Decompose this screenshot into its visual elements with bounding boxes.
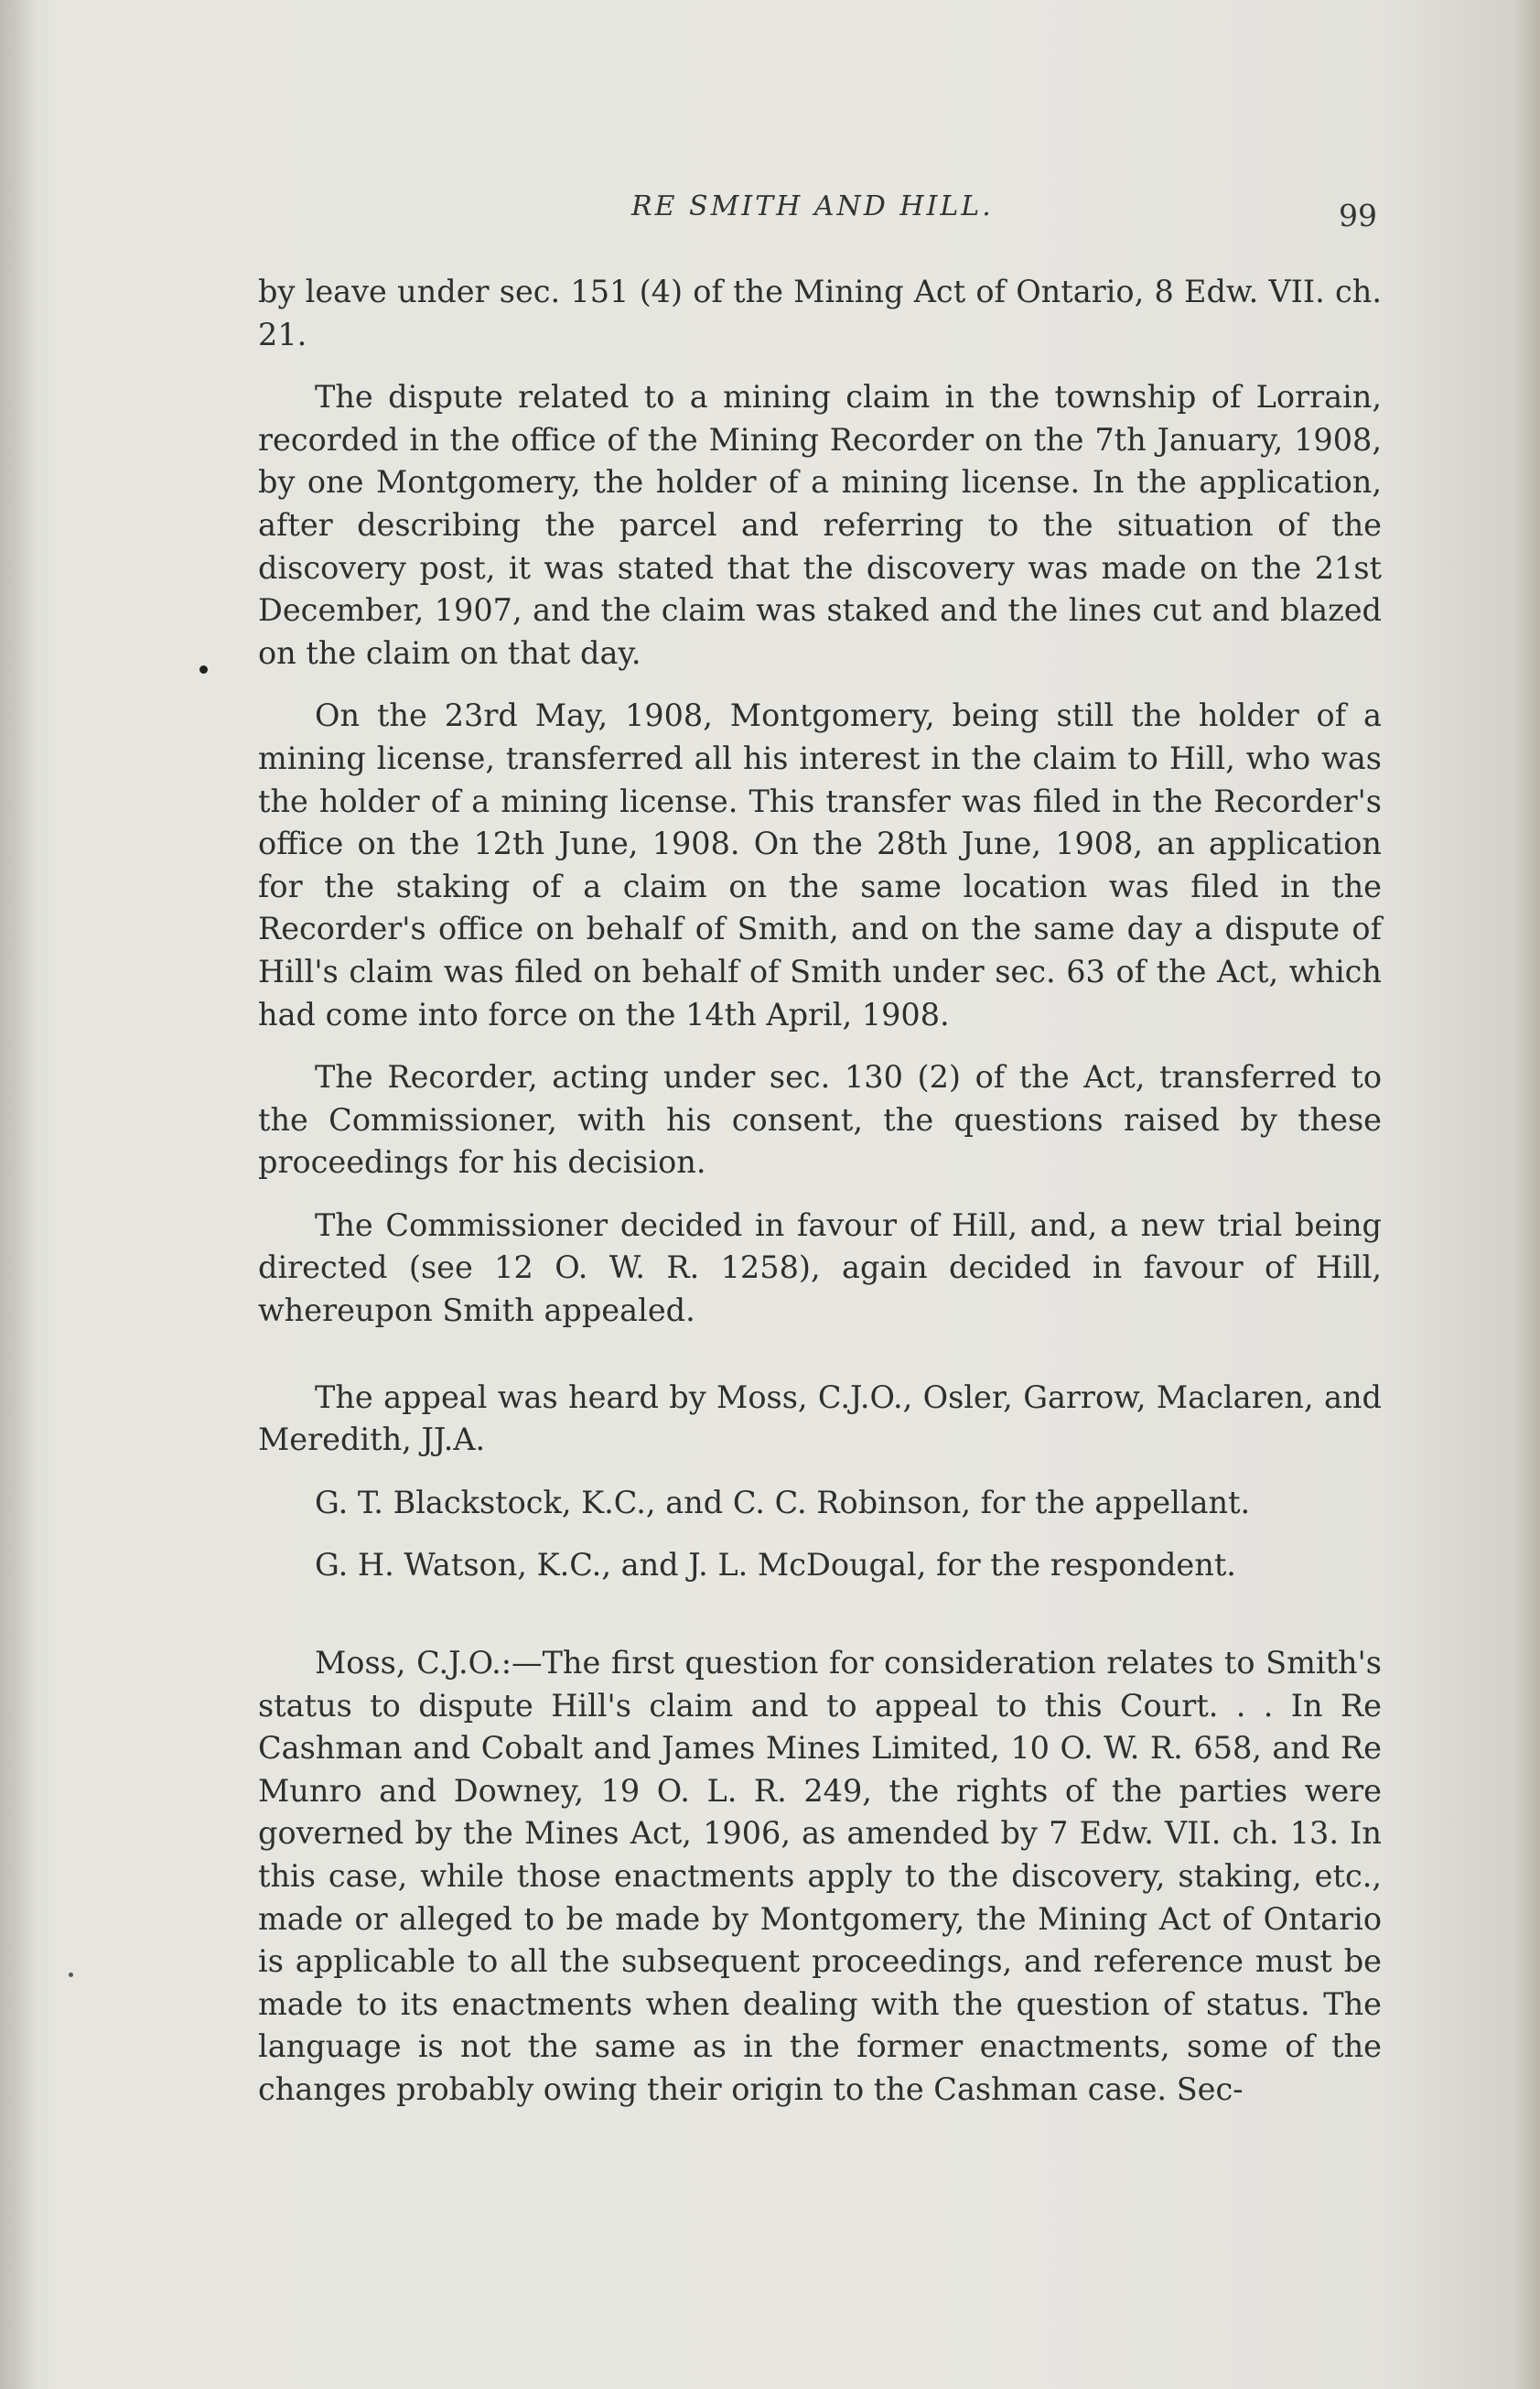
- paragraph-transfer: On the 23rd May, 1908, Montgomery, being still the holder of a mining license, transferred all his interest in the claim to Hill, who was the holder of a mining license. This transfer was filed in the Recorder's office on the 12th June, 1908. On the 28th June, 1908, an application for the staking of a claim on the same location was filed in the Recorder's office on behalf of Smith, and on the same day a dispute of Hill's claim was filed on behalf of Smith under sec. 63 of the Act, which had come into force on the 14th April, 1908.: [258, 697, 1382, 1032]
- paragraph-appeal-heard: The appeal was heard by Moss, C.J.O., Osler, Garrow, Maclaren, and Meredith, JJ.A.: [258, 1378, 1382, 1458]
- running-title: RE SMITH AND HILL.: [631, 190, 994, 222]
- body-text: [258, 271, 1382, 2132]
- page-number: 99: [1339, 198, 1377, 233]
- paragraph-judgment: Moss, C.J.O.:—The first question for consideration relates to Smith's status to dispute Hill's claim and to appeal to this Court. . . In Re Cashman and Cobalt and James Mines Limited, 10 O. W. R. 658, and Re Munro and Downey, 19 O. L. R. 249, the rights of the parties were governed by the Mines Act, 1906, as amended by 7 Edw. VII. ch. 13. In this case, while those enactments apply to the discovery, staking, etc., made or alleged to be made by Montgomery, the Mining Act of Ontario is applicable to all the subsequent proceedings, and reference must be made to its enactments when dealing with the question of status. The language is not the same as in the former enactments, some of the changes probably owing their origin to the Cashman case. Sec-: [258, 1645, 1382, 2107]
- paragraph-respondent-counsel: G. H. Watson, K.C., and J. L. McDougal, for the respondent.: [315, 1547, 1236, 1584]
- paragraph-continuation: by leave under sec. 151 (4) of the Mining Act of Ontario, 8 Edw. VII. ch. 21.: [258, 274, 1382, 352]
- page-header: [0, 183, 1540, 238]
- ink-speck: [69, 1973, 73, 1977]
- paragraph-dispute: The dispute related to a mining claim in the township of Lorrain, recorded in the office of the Mining Recorder on the 7th January, 1908, by one Montgomery, the holder of a mining license. In the application, after describing the parcel and referring to the situation of the discovery post, it was stated that the discovery was made on the 21st December, 1907, and the claim was staked and the lines cut and blazed on the claim on that day.: [258, 379, 1382, 671]
- page-edge-shadow: [1514, 0, 1540, 2389]
- paragraph-recorder: The Recorder, acting under sec. 130 (2) of the Act, transferred to the Commissioner, with his consent, the questions raised by these proceedings for his decision.: [258, 1059, 1382, 1181]
- ink-mark: [199, 665, 208, 674]
- paragraph-appellant-counsel: G. T. Blackstock, K.C., and C. C. Robinson, for the appellant.: [315, 1484, 1251, 1520]
- paragraph-commissioner: The Commissioner decided in favour of Hill, and, a new trial being directed (see 12 O. W. R. 1258), again decided in favour of Hill, whereupon Smith appealed.: [258, 1206, 1382, 1329]
- spine-shadow: [0, 0, 37, 2389]
